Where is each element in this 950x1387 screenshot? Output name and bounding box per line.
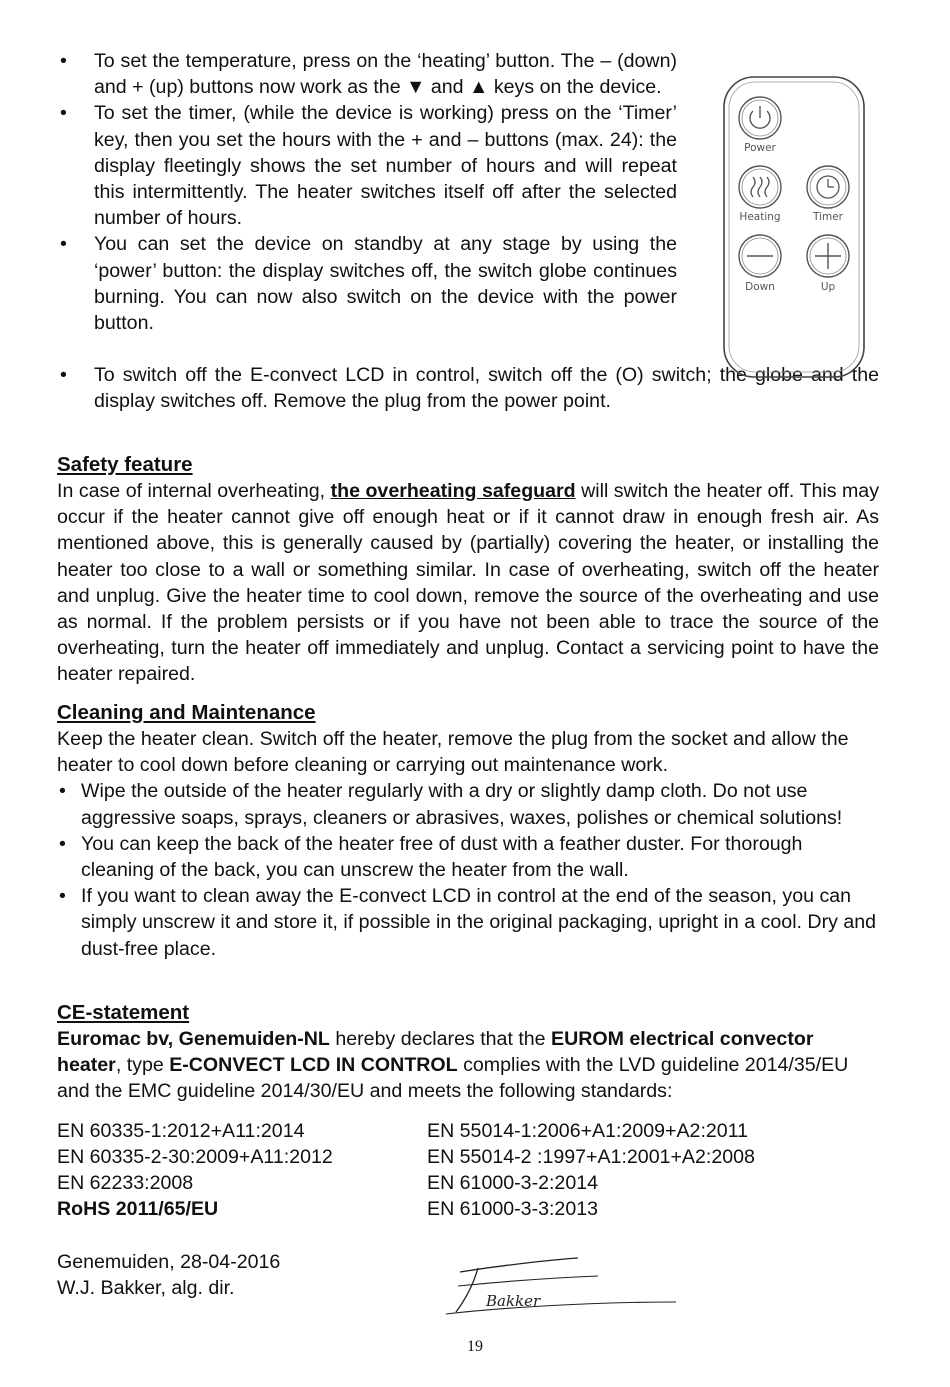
timer-button-icon [807, 166, 849, 208]
standards-list [57, 1118, 879, 1223]
rohs-standard: RoHS 2011/65/EU [57, 1198, 219, 1221]
place-date: Genemuiden, 28-04-2016 [57, 1251, 281, 1273]
ce-text-3: complies with the LVD guideline 2014/35/EU and the EMC guideline 2014/30/EU and meets the following standards: [57, 1054, 849, 1103]
ce-heading: CE-statement [57, 1001, 190, 1024]
power-label: Power [744, 142, 776, 154]
list-item: • If you want to clean away the E-convect LCD in control at the end of the season, you can simply unscrew it and store it, if possible in the original packaging, upright in a cool. Dry and dust-free place. [57, 883, 879, 962]
cleaning-list [57, 778, 879, 961]
standard-item: EN 61000-3-3:2013 [427, 1198, 599, 1221]
remote-control-illustration [720, 73, 868, 381]
timer-label: Timer [812, 211, 844, 223]
list-item: • You can keep the back of the heater free of dust with a feather duster. For thorough cleaning of the back, you can unscrew the heater from the wall. [57, 831, 879, 883]
safety-paragraph [57, 478, 879, 688]
down-label: Down [745, 281, 775, 293]
safety-text-end: will switch the heater off. This may occur if the heater cannot give off enough heat or if it cannot draw in enough fresh air. As mentioned above, this is generally caused by (partially) covering the heater, or installing the heater too close to a wall or something similar. In case of overheating, switch off the heater and unplug. Give the heater time to cool down, remove the source of the overheating and use as normal. If the problem persists or if you have not been able to trace the source of the overheating, turn the heater off immediately and unplug. Contact a servicing point to have the heater repaired. [57, 480, 879, 686]
list-item: • Wipe the outside of the heater regularly with a dry or slightly damp cloth. Do not use aggressive soaps, sprays, cleaners or abrasives, waxes, polishes or chemical solutions! [57, 778, 879, 830]
cleaning-intro: Keep the heater clean. Switch off the heater, remove the plug from the socket and allow the heater to cool down before cleaning or carrying out maintenance work. [57, 728, 849, 777]
signatory-name: W.J. Bakker, alg. dir. [57, 1277, 235, 1300]
product-name: EUROM electrical convector heater [57, 1028, 814, 1077]
safety-section [57, 452, 879, 688]
ce-declaration [57, 1026, 879, 1105]
ce-section [57, 1000, 879, 1222]
standard-item: EN 62233:2008 [57, 1172, 194, 1195]
standard-item: EN 61000-3-2:2014 [427, 1172, 599, 1195]
signature-block [57, 1249, 457, 1301]
standard-item: EN 55014-2 :1997+A1:2001+A2:2008 [427, 1145, 755, 1168]
up-button-icon [807, 235, 849, 277]
ce-text-2: , type [115, 1054, 170, 1077]
down-button-icon [739, 235, 781, 277]
safety-heading: Safety feature [57, 453, 193, 476]
standard-item: EN 55014-1:2006+A1:2009+A2:2011 [427, 1119, 749, 1142]
standard-item: EN 60335-1:2012+A11:2014 [57, 1119, 305, 1142]
power-button-icon [739, 97, 781, 139]
heating-button-icon [739, 166, 781, 208]
list-item: • To set the temperature, press on the ‘heating’ button. The – (down) and + (up) buttons now work as the ▼ and ▲ keys on the device. [57, 48, 677, 100]
cleaning-section [57, 700, 879, 962]
list-item: • To set the timer, (while the device is working) press on the ‘Timer’ key, then you set the hours with the + and – buttons (max. 24): the display fleetingly shows the set number of hours and will repeat this intermittently. The heater switches itself off after the selected number of hours. [57, 100, 677, 231]
page-number: 19 [467, 1338, 483, 1355]
safety-text-start: In case of internal overheating, [57, 480, 331, 502]
heating-label: Heating [739, 211, 781, 223]
remote-control-graphic [720, 73, 868, 381]
standards-left [57, 1118, 427, 1223]
ce-text-1: hereby declares that the [329, 1028, 552, 1050]
product-type: E-CONVECT LCD IN CONTROL [169, 1054, 458, 1077]
signature-script: Bakker [486, 1292, 541, 1310]
cleaning-heading: Cleaning and Maintenance [57, 701, 316, 724]
standards-right [427, 1118, 887, 1223]
signature-graphic [438, 1252, 683, 1320]
company-name: Euromac bv, Genemuiden-NL [57, 1028, 330, 1050]
handwritten-signature [438, 1252, 683, 1320]
list-item: • You can set the device on standby at any stage by using the ‘power’ button: the display switches off, the switch globe continues burning. You can now also switch on the device with the power button. [57, 231, 677, 336]
last-bullet-text: To switch off the E-convect LCD in control, switch off the (O) switch; the globe and the display switches off. Remove the plug from the power point. [94, 364, 879, 413]
overheating-safeguard-emphasis: the overheating safeguard [330, 480, 576, 502]
intro-bullets [57, 48, 677, 336]
up-label: Up [820, 281, 836, 293]
standard-item: EN 60335-2-30:2009+A11:2012 [57, 1145, 333, 1168]
